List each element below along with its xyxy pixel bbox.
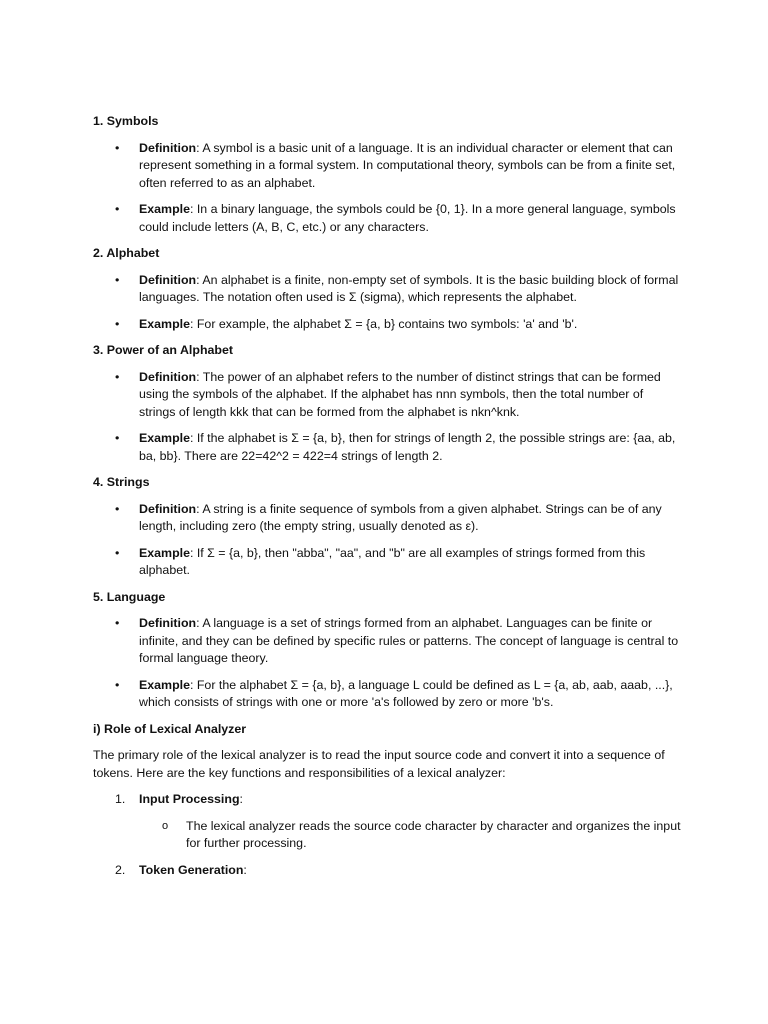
term-label: Definition: [139, 616, 197, 630]
bullet-text: : For the alphabet Σ = {a, b}, a language L could be defined as L = {a, ab, aab, aaab, ...}, which consists of strings with one or more 'a's followed by zero or more 'b's.: [139, 677, 673, 709]
bullet-text: : In a binary language, the symbols could be {0, 1}. In a more general language, symbols could include letters (A, B, C, etc.) or any characters.: [139, 202, 676, 234]
bullet-list-alphabet: [93, 272, 683, 334]
section-heading-power-of-alphabet: 3. Power of an Alphabet: [93, 343, 233, 357]
term-label: Input Processing: [139, 792, 240, 806]
sub-bullet-item: o The lexical analyzer reads the source code character by character and organizes the input for further processing.: [139, 818, 683, 853]
list-number: 1.: [115, 792, 126, 806]
bullet-list-language: [93, 615, 683, 712]
numbered-list-lexical: [93, 791, 683, 879]
term-suffix: :: [243, 862, 247, 877]
term-label: Definition: [139, 140, 197, 155]
term-label: Example: [139, 202, 190, 216]
section-heading-language: 5. Language: [93, 589, 166, 604]
bullet-text: : If Σ = {a, b}, then "abba", "aa", and "b" are all examples of strings formed from this alphabet.: [139, 545, 646, 577]
list-number: 2.: [115, 862, 126, 877]
bullet-text: : If the alphabet is Σ = {a, b}, then for strings of length 2, the possible strings are: {aa, ab, ba, bb}. There are 22=42^2 = 422=4 strings of length 2.: [139, 431, 676, 463]
bullet-item: [93, 369, 683, 422]
lexical-intro-paragraph: The primary role of the lexical analyzer is to read the input source code and convert it into a sequence of tokens. Here are the key functions and responsibilities of a lexical analyzer:: [93, 748, 665, 780]
numbered-item: [93, 862, 683, 880]
numbered-item: [93, 791, 683, 853]
bullet-item: [93, 272, 683, 307]
section-heading-strings: 4. Strings: [93, 475, 150, 489]
bullet-item: [93, 501, 683, 536]
sub-bullet-list: [139, 818, 683, 853]
bullet-item: [93, 201, 683, 236]
bullet-item: [93, 140, 683, 193]
term-label: Definition: [139, 369, 197, 384]
section-heading-alphabet: 2. Alphabet: [93, 246, 160, 260]
term-label: Example: [139, 677, 190, 692]
bullet-item: [93, 677, 683, 712]
bullet-text: : A string is a finite sequence of symbols from a given alphabet. Strings can be of any length, including zero (the empty string, usually denoted as ε).: [139, 501, 662, 533]
bullet-item: [93, 430, 683, 465]
term-label: Example: [139, 545, 190, 560]
term-label: Example: [139, 316, 190, 331]
term-label: Definition: [139, 272, 197, 287]
bullet-text: : The power of an alphabet refers to the number of distinct strings that can be formed using the symbols of the alphabet. If the alphabet has nnn symbols, then the total number of strings of length kkk that can be formed from the alphabet is nkn^knk.: [139, 369, 661, 419]
term-label: Definition: [139, 501, 197, 516]
bullet-text: : For example, the alphabet Σ = {a, b} contains two symbols: 'a' and 'b'.: [189, 316, 578, 331]
bullet-list-strings: [93, 501, 683, 580]
term-label: Example: [139, 431, 190, 445]
bullet-item: [93, 615, 683, 668]
section-heading-lexical-analyzer: i) Role of Lexical Analyzer: [93, 721, 247, 736]
term-suffix: :: [239, 792, 243, 806]
bullet-text: : A language is a set of strings formed from an alphabet. Languages can be finite or infinite, and they can be defined by specific rules or patterns. The concept of language is central to formal language theory.: [139, 616, 679, 665]
bullet-text: : An alphabet is a finite, non-empty set of symbols. It is the basic building block of formal languages. The notation often used is Σ (sigma), which represents the alphabet.: [139, 272, 679, 304]
section-heading-symbols: 1. Symbols: [93, 114, 159, 128]
bullet-list-power: [93, 369, 683, 466]
document-page: [93, 113, 683, 888]
bullet-text: : A symbol is a basic unit of a language. It is an individual character or element that can represent something in a formal system. In computational theory, symbols can be from a finite set, often referred to as an alphabet.: [139, 140, 676, 190]
term-label: Token Generation: [139, 862, 244, 877]
bullet-list-symbols: [93, 140, 683, 237]
bullet-item: [93, 545, 683, 580]
bullet-item: [93, 316, 683, 334]
